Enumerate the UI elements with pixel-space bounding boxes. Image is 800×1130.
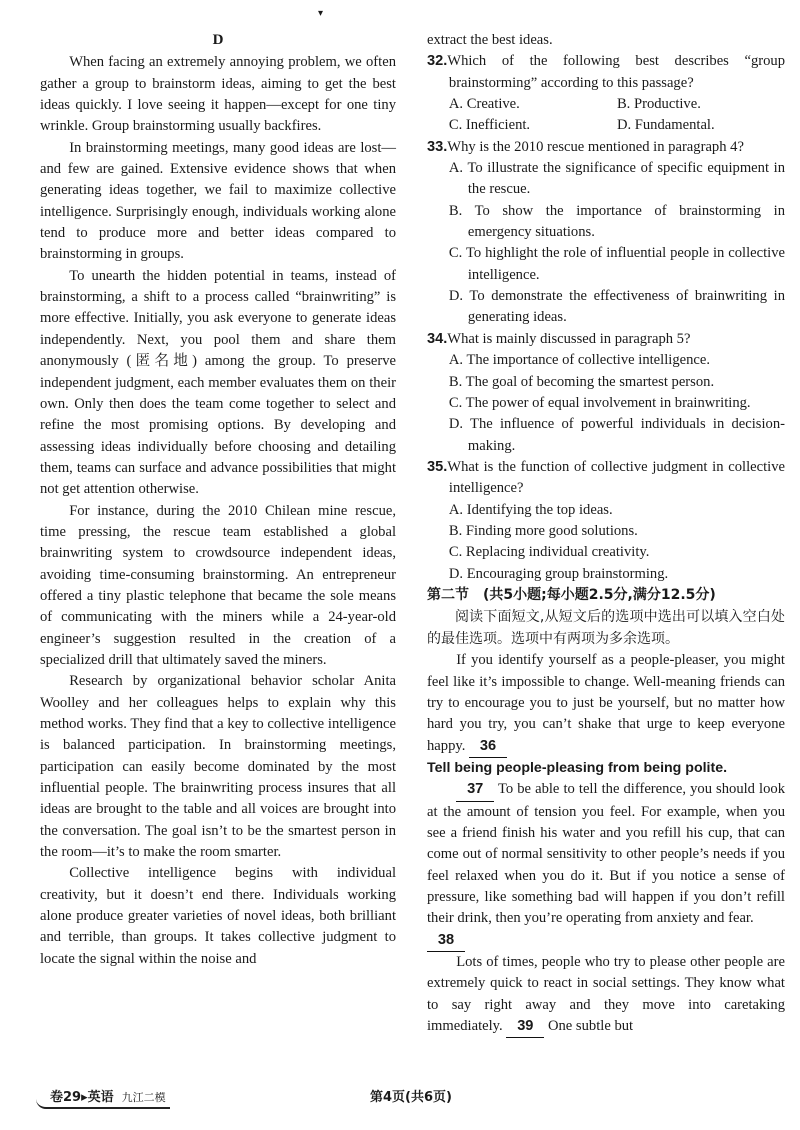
cloze-line — [427, 930, 785, 952]
option-b: B. Productive. — [616, 96, 701, 113]
option-c: C. The power of equal involvement in brainwriting. — [448, 394, 751, 411]
right-column — [427, 30, 785, 1038]
exam-logo — [36, 1086, 170, 1109]
passage-title: D — [212, 32, 224, 48]
question-number: 34. — [427, 330, 448, 347]
question-stem: What is mainly discussed in paragraph 5? — [447, 330, 691, 347]
blank-38: 38 — [427, 930, 465, 952]
paragraph-text: Lots of times, people who try to please other people are extremely quick to react in social settings. They know what to say right away and they move into caretaking immediately. — [427, 954, 785, 1035]
cloze-paragraph — [427, 952, 785, 1038]
option-c: C. Inefficient. — [448, 117, 531, 134]
option-b: B. Finding more good solutions. — [448, 522, 638, 539]
option-d: D. The influence of powerful individuals in decision-making. — [448, 416, 785, 454]
passage-continuation: extract the best ideas. — [427, 32, 553, 48]
question-stem: Which of the following best describes “group brainstorming” according to this passage? — [447, 53, 785, 91]
passage-d — [40, 30, 396, 970]
question-32 — [427, 51, 785, 136]
option-b: B. The goal of becoming the smartest person. — [448, 373, 715, 390]
question-number: 35. — [427, 458, 448, 475]
passage-paragraph: In brainstorming meetings, many good ideas are lost—and few are gained. Extensive evidence shows that when generating ideas together, we fail to maximize collective intelligence. Surprisingly enough, individuals working alone tend to produce more and better ideas compared to brainstorming in groups. — [40, 139, 396, 263]
option-c: C. To highlight the role of influential people in collective intelligence. — [448, 245, 785, 283]
option-a: A. To illustrate the significance of specific equipment in the rescue. — [448, 160, 785, 198]
section-instructions: 阅读下面短文,从短文后的选项中选出可以填入空白处的最佳选项。选项中有两项为多余选项。 — [427, 609, 785, 648]
passage-paragraph: Research by organizational behavior scholar Anita Woolley and her colleagues helps to explain why this method works. They find that a key to collective intelligence is balanced participation. In brainstorming meetings, participation can easily become dominated by the most influential people. The brainwriting process insures that all ideas are brought to the table and all voices are brought into the conversation. The goal isn’t to be the smartest person in the room—it’s to make the room smarter. — [40, 673, 396, 861]
page-number: 第4页(共6页) — [370, 1090, 452, 1105]
option-c: C. Replacing individual creativity. — [448, 544, 650, 561]
logo-text: 卷29▸英语 — [50, 1090, 114, 1105]
passage-paragraph: To unearth the hidden potential in teams, instead of brainstorming, a shift to a process called “brainwriting” is more effective. Initially, you ask everyone to generate ideas independently. Next, you pool them and share them anonymously (匿名地) among the group. To preserve independent judgment, each member evaluates them on their own. Only then does the team come together to select and refine the most promising options. By developing and assessing ideas individually before choosing and detailing them, teams can surface and advance possibilities that might not get attention otherwise. — [40, 267, 396, 498]
cloze-paragraph — [427, 650, 785, 758]
question-number: 32. — [427, 53, 448, 70]
paragraph-text: One subtle but — [547, 1018, 634, 1035]
passage-paragraph: Collective intelligence begins with individual creativity, but it doesn’t end there. Individuals working alone produce greater varieties of novel ideas, both brilliant and terrible, than groups. It takes collective judgment to locate the signal within the noise and — [40, 865, 396, 967]
option-a: A. Identifying the top ideas. — [448, 501, 613, 518]
scan-mark: ▾ — [318, 8, 324, 19]
option-d: D. Encouraging group brainstorming. — [448, 565, 669, 582]
page-footer — [0, 1086, 800, 1116]
paragraph-text: If you identify yourself as a people-pleaser, you might feel like it’s impossible to change. Well-meaning friends can try to encourage you to just be yourself, but no matter how hard you try, you can’t shake that urge to keep everyone happy. — [427, 652, 785, 754]
section-heading: 第二节 (共5小题;每小题2.5分,满分12.5分) — [427, 586, 716, 603]
question-34 — [427, 329, 785, 457]
question-stem: Why is the 2010 rescue mentioned in paragraph 4? — [447, 138, 744, 155]
passage-paragraph: For instance, during the 2010 Chilean mine rescue, time pressing, the rescue team established a global brainwriting system to crowdsource independent ideas, avoiding time-consuming brainstorming. An entrepreneur offered a tiny plastic telephone that became the sole means of communicating with the miners while a 24-year-old engineer’s suggestion resulted in the creation of a specialized drill that ultimately saved the miners. — [40, 502, 396, 668]
blank-36: 36 — [469, 736, 507, 758]
option-a: A. The importance of collective intelligence. — [448, 352, 710, 369]
question-33 — [427, 137, 785, 329]
blank-37: 37 — [456, 779, 494, 801]
option-d: D. To demonstrate the effectiveness of brainwriting in generating ideas. — [448, 288, 785, 326]
question-35 — [427, 457, 785, 585]
option-a: A. Creative. — [448, 96, 520, 113]
question-number: 33. — [427, 138, 448, 155]
passage-paragraph: When facing an extremely annoying problem, we often gather a group to brainstorm ideas, aiming to get the best ideas quickly. I love seeing it happen—except for one tiny wrinkle. Group brainstorming usually backfires. — [40, 54, 396, 135]
question-stem: What is the function of collective judgment in collective intelligence? — [447, 458, 785, 497]
blank-39: 39 — [506, 1016, 544, 1038]
paragraph-text: To be able to tell the difference, you should look at the amount of tension you feel. For example, when you see a friend finish his water and you refill his cup, that can come out of normal sensitivity to other people’s needs if you feel relaxed when you do it. But if you notice a sense of pressure, like something bad will happen if you don’t refill their drink, then you’re operating from anxiety and fear. — [427, 781, 785, 927]
subheading: Tell being people-pleasing from being polite. — [427, 760, 728, 776]
exam-name: 九江二模 — [121, 1091, 166, 1104]
option-d: D. Fundamental. — [616, 117, 715, 134]
option-b: B. To show the importance of brainstorming in emergency situations. — [448, 202, 785, 241]
cloze-paragraph — [427, 779, 785, 929]
